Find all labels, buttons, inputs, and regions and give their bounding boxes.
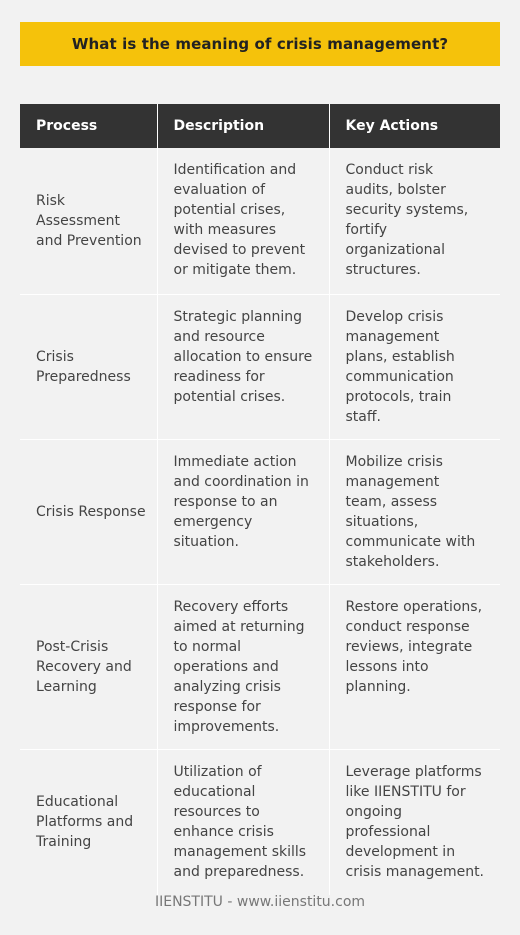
description-cell: Identification and evaluation of potential crises, with measures devised to prevent or mitigate them.	[157, 148, 329, 294]
table-header-row	[20, 104, 500, 148]
process-cell: Risk Assessment and Prevention	[36, 192, 142, 249]
table-row	[20, 439, 500, 584]
header-process: Process	[20, 104, 157, 148]
key-actions-cell: Develop crisis management plans, establish communication protocols, train staff.	[329, 294, 500, 439]
table-row	[20, 584, 500, 749]
table-row	[20, 749, 500, 895]
key-actions-cell: Leverage platforms like IIENSTITU for ongoing professional development in crisis management.	[329, 749, 500, 895]
crisis-management-table	[20, 104, 500, 895]
description-cell: Strategic planning and resource allocation to ensure readiness for potential crises.	[157, 294, 329, 439]
table-row	[20, 294, 500, 439]
title-banner	[20, 22, 500, 66]
header-key-actions: Key Actions	[329, 104, 500, 148]
description-cell: Recovery efforts aimed at returning to normal operations and analyzing crisis response for improvements.	[157, 584, 329, 749]
process-cell: Educational Platforms and Training	[20, 749, 157, 895]
process-cell: Crisis Preparedness	[20, 294, 157, 439]
table-row	[20, 148, 500, 294]
process-cell: Crisis Response	[20, 439, 157, 584]
footer-credit: IIENSTITU - www.iienstitu.com	[154, 894, 366, 910]
key-actions-cell: Conduct risk audits, bolster security systems, fortify organizational structures.	[329, 148, 500, 294]
key-actions-cell: Mobilize crisis management team, assess situations, communicate with stakeholders.	[329, 439, 500, 584]
description-cell: Immediate action and coordination in response to an emergency situation.	[157, 439, 329, 584]
page-title: What is the meaning of crisis management?	[71, 35, 449, 53]
process-cell: Post-Crisis Recovery and Learning	[20, 584, 157, 749]
header-description: Description	[157, 104, 329, 148]
key-actions-cell: Restore operations, conduct response reviews, integrate lessons into planning.	[329, 584, 500, 749]
description-cell: Utilization of educational resources to enhance crisis management skills and preparedness.	[157, 749, 329, 895]
